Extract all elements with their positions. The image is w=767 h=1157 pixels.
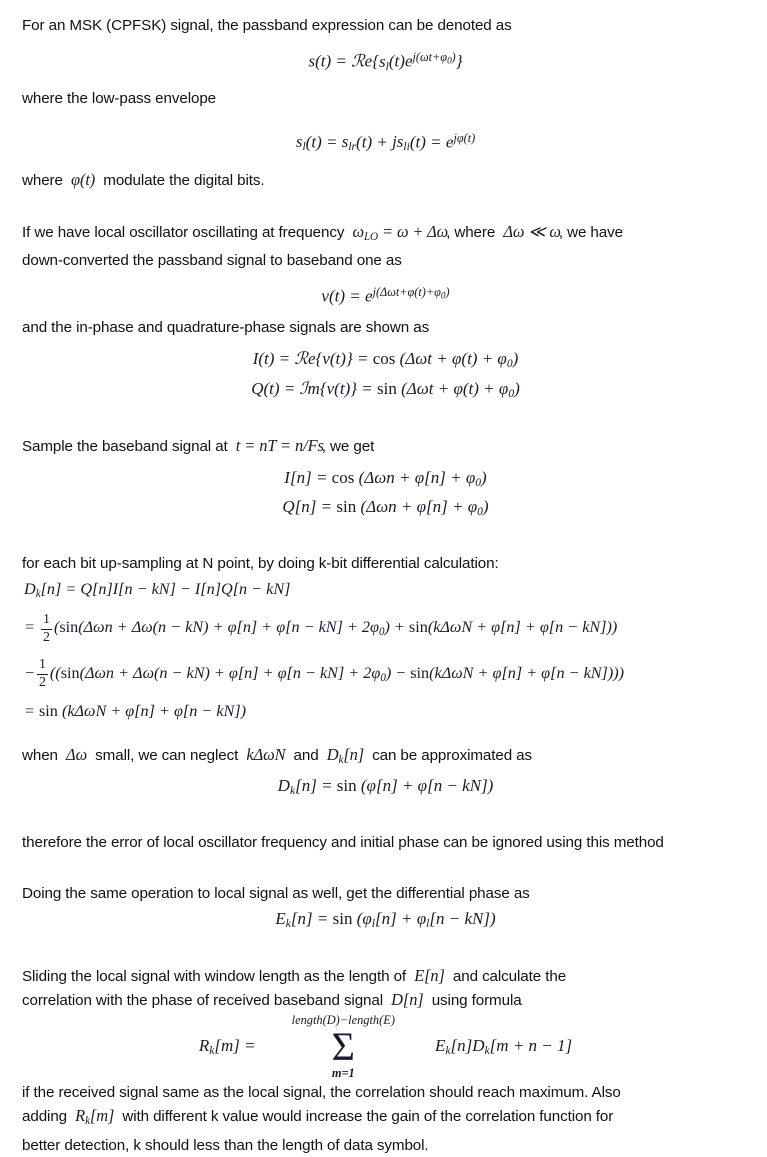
paragraph-local-signal-op [22, 882, 749, 905]
paragraph-error-ignored-text: therefore the error of local oscillator frequency and initial phase can be ignored using this method [22, 833, 664, 851]
sigma-icon: Σ [331, 1023, 355, 1069]
equation-dk-simplified: = sin (kΔωN + φ[n] + φ[n − kN]) [24, 701, 247, 720]
spacer [22, 854, 749, 882]
paragraph-sliding-text-c: correlation with the phase of received baseband signal [22, 992, 384, 1010]
paragraph-upsampling-text: for each bit up-sampling at N point, by doing k-bit differential calculation: [22, 555, 499, 573]
equation-q-of-t: Q(t) = ℐm{v(t)} = $\sin (\Delta\omega t + \varphi(t) + \varphi_0)$ [251, 378, 520, 400]
paragraph-approx-text-c: and [293, 746, 319, 764]
paragraph-sampling [22, 434, 749, 458]
equation-correlation-rhs: $E_k[n]D_k[m + n - 1]$ [434, 1036, 573, 1058]
spacer [22, 524, 749, 552]
inline-math-e-n: E[n] [414, 966, 449, 986]
paragraph-iq-signals-text: and the in-phase and quadrature-phase signals are shown as [22, 319, 430, 337]
paragraph-approximation [22, 743, 749, 772]
paragraph-iq-signals [22, 316, 749, 339]
paragraph-phi-modulation [22, 168, 749, 192]
equation-q-of-n: $Q[n] = \sin (\Delta\omega n + \varphi[n] + \varphi_0)$ [282, 497, 489, 519]
equation-correlation-sum [22, 1014, 749, 1079]
spacer [22, 272, 749, 280]
paragraph-local-signal-op-text: Doing the same operation to local signal as well, get the differential phase as [22, 884, 530, 902]
inline-math-phi-t: φ(t) [67, 169, 100, 189]
paragraph-lo-text-c: , we have [558, 223, 623, 241]
spacer [22, 160, 749, 168]
paragraph-conclusion-text-a: if the received signal same as the local signal, the correlation should reach maximum. Also [22, 1084, 621, 1102]
equation-i-of-t: I(t) = ℛe{v(t)} = $\cos (\Delta\omega t + \varphi(t) + \varphi_0)$ [252, 349, 519, 371]
equation-dk-expansion-second-half: − $\frac{1}{2}$ $((\sin(\Delta\omega n + \Delta\omega(n - kN) + \varphi[n] + \varphi[n - kN] + 2\varphi_0) - \sin(k\Delta\omega N + \varphi[n] + \varphi[n - kN])))$ [24, 656, 625, 690]
paragraph-sliding-text-b: and calculate the [452, 968, 567, 986]
paragraph-conclusion-text-d: better detection, k should less than the length of data symbol. [22, 1136, 429, 1154]
paragraph-sliding-correlation [22, 964, 749, 1012]
paragraph-intro-text: For an MSK (CPFSK) signal, the passband expression can be denoted as [22, 17, 512, 34]
paragraph-lo-text-d: down-converted the passband signal to baseband one as [22, 251, 402, 269]
equation-dk-approximated: $D_k[n] = \sin (\varphi[n] + \varphi[n - kN])$ [277, 775, 494, 797]
equation-correlation-lhs: $R_k[m]$ = [198, 1036, 256, 1058]
fraction-one-half: $\frac{1}{2}$ [38, 656, 46, 690]
spacer [22, 936, 749, 964]
spacer [22, 37, 749, 45]
paragraph-approx-text-d: can be approximated as [372, 746, 533, 764]
paragraph-local-oscillator [22, 220, 749, 272]
paragraph-upsampling [22, 552, 749, 575]
spacer [22, 79, 749, 87]
paragraph-sampling-text-a: Sample the baseband signal at [22, 437, 228, 455]
inline-math-d-n: D[n] [391, 990, 428, 1010]
inline-math-delta-omega-ll: Δω ≪ ω [499, 221, 561, 241]
inline-math-delta-omega: Δω [62, 744, 92, 764]
spacer [22, 339, 749, 347]
paragraph-approx-text-a: when [22, 746, 58, 764]
paragraph-error-ignored [22, 831, 749, 854]
paragraph-conclusion-text-c: with different k value would increase the gain of the correlation function for [122, 1108, 614, 1126]
equation-i-of-n: $I[n] = \cos (\Delta\omega n + \varphi[n] + \varphi_0)$ [284, 467, 487, 490]
equation-dk-expansion-first-half: = $\frac{1}{2}$ $(\sin(\Delta\omega n + \Delta\omega(n - kN) + \varphi[n] + \varphi[n - kN] + 2\varphi_0) + \sin(k\Delta\omega N + \varphi[n] + \varphi[n - kN]))$ [24, 611, 618, 645]
spacer [22, 721, 749, 743]
equation-passband-signal: $s(t) = ℛe\{s_l(t)e^{j(\omega t+\varphi_0)}\}$ [308, 50, 463, 73]
paragraph-intro [22, 14, 749, 37]
inline-math-sampling-time: t = nT = n/Fs [235, 435, 324, 455]
equation-lowpass-envelope: $s_l(t) = s_{lr}(t) + js_{li}(t) = e^{j\varphi(t)}$ [295, 130, 476, 154]
paragraph-approx-text-b: small, we can neglect [95, 746, 239, 764]
paragraph-lowpass-envelope [22, 87, 749, 110]
spacer [22, 192, 749, 220]
inline-math-omega-lo: $\omega_{LO} = \omega + \Delta\omega$ [348, 221, 449, 243]
spacer [22, 803, 749, 831]
equation-dk-definition: $D_k[n] = Q[n]I[n - kN] - I[n]Q[n - kN]$ [24, 580, 291, 601]
paragraph-phi-prefix: where [22, 171, 63, 189]
inline-math-dk-n: $D_k[n]$ [326, 744, 368, 766]
summation-operator [292, 1014, 395, 1079]
inline-math-rk-m: $R_k[m]$ [75, 1106, 119, 1128]
spacer [22, 308, 749, 316]
spacer [22, 406, 749, 434]
paragraph-sampling-text-b: , we get [321, 437, 375, 455]
paragraph-lo-text-b: , where [446, 223, 496, 241]
paragraph-conclusion [22, 1081, 749, 1156]
summation-upper-limit: length(D)−length(E) [291, 1013, 395, 1028]
spacer [22, 458, 749, 466]
equation-baseband-v: $v(t) = e^{j(\Delta\omega t+\varphi(t)+\varphi_0)}$ [321, 284, 450, 306]
paragraph-lo-text-a: If we have local oscillator oscillating at frequency [22, 223, 345, 241]
paragraph-sliding-text-a: Sliding the local signal with window length as the length of [22, 968, 407, 986]
inline-math-k-delta-omega-n: kΔωN [246, 744, 286, 764]
summation-lower-limit: m=1 [331, 1066, 355, 1080]
paragraph-phi-suffix: modulate the digital bits. [103, 171, 265, 189]
spacer [22, 110, 749, 126]
paragraph-conclusion-text-b: adding [22, 1108, 68, 1126]
paragraph-lowpass-envelope-text: where the low-pass envelope [22, 89, 217, 107]
equation-ek-differential-phase: $E_k[n] = \sin (\varphi_l[n] + \varphi_l[n - kN])$ [275, 908, 496, 931]
fraction-one-half: $\frac{1}{2}$ [42, 611, 50, 645]
paragraph-sliding-text-d: using formula [431, 992, 522, 1010]
